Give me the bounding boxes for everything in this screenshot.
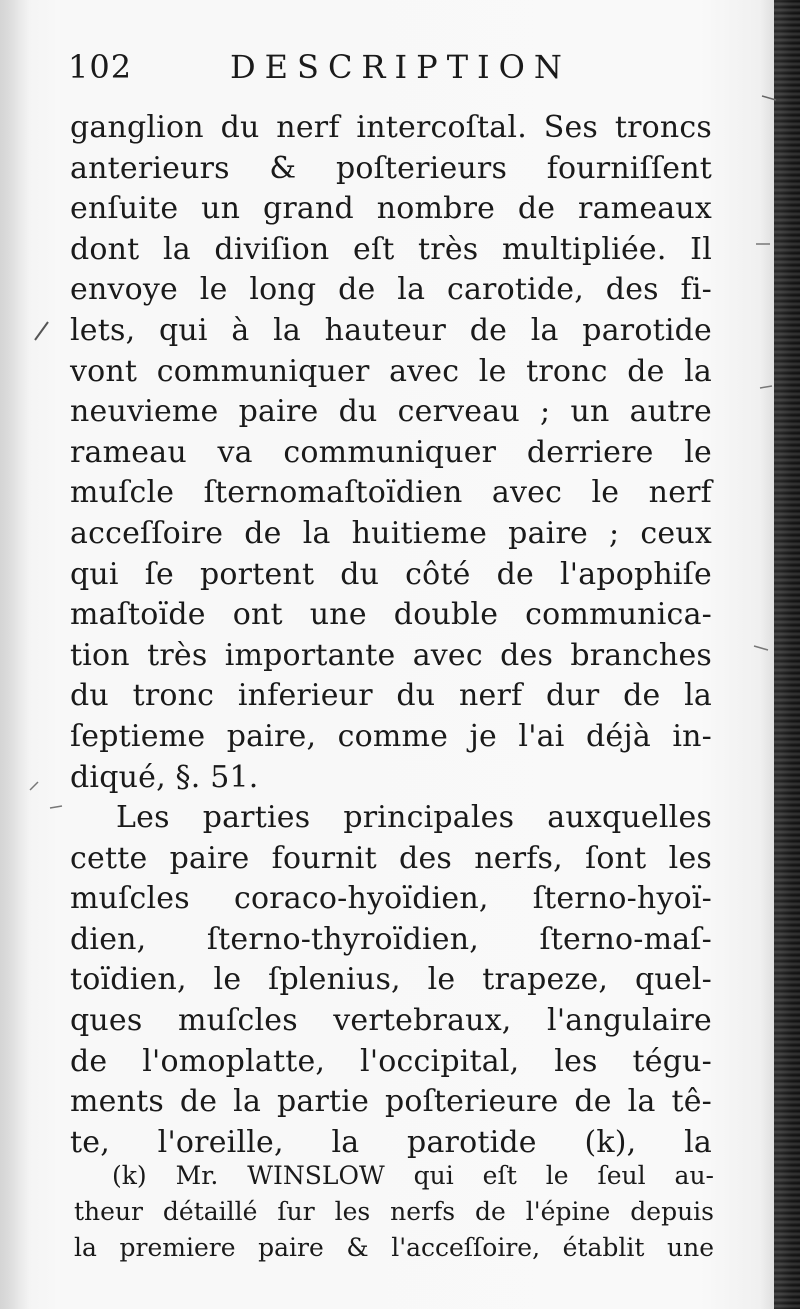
text-line: vont communiquer avec le tronc de la xyxy=(70,353,712,389)
body-text xyxy=(70,108,712,1163)
text-line: muſcles coraco-hyoïdien, ſterno-hyoï- xyxy=(70,881,712,917)
text-line: ſeptieme paire, comme je l'ai déjà in- xyxy=(70,718,712,754)
stray-mark xyxy=(30,782,38,790)
stray-mark xyxy=(50,806,62,808)
text-line: te, l'oreille, la parotide (k), la xyxy=(70,1124,712,1160)
running-head: DESCRIPTION xyxy=(230,48,571,86)
text-line: envoye le long de la carotide, des fi- xyxy=(70,272,712,308)
page-gutter-shadow xyxy=(0,0,30,1309)
stray-mark xyxy=(754,646,768,650)
text-line: ments de la partie poſterieure de la tê- xyxy=(70,1084,712,1120)
text-line: de l'omoplatte, l'occipital, les tégu- xyxy=(70,1043,712,1079)
text-line: ganglion du nerf intercoſtal. Ses troncs xyxy=(70,110,712,145)
text-line: enſuite un grand nombre de rameaux xyxy=(70,191,712,227)
footnote-line: la premiere paire & l'acceſſoire, établit une xyxy=(74,1233,714,1262)
page-edge-dark xyxy=(774,0,800,1309)
text-line: du tronc inferieur du nerf dur de la xyxy=(70,678,712,714)
text-line: acceſſoire de la huitieme paire ; ceux xyxy=(70,515,712,551)
text-line-paragraph-start: Les parties principales auxquelles xyxy=(116,800,712,836)
text-line: toïdien, le ſplenius, le trapeze, quel- xyxy=(70,962,712,998)
text-line: neuvieme paire du cerveau ; un autre xyxy=(70,394,712,430)
stray-mark xyxy=(35,322,48,340)
stray-mark xyxy=(760,386,772,388)
text-line: lets, qui à la hauteur de la parotide xyxy=(70,312,712,348)
text-line: anterieurs & poſterieurs fourniſſent xyxy=(70,150,712,186)
page-header xyxy=(68,48,708,98)
text-line: cette paire fournit des nerfs, ſont les xyxy=(70,840,712,876)
footnote xyxy=(74,1158,714,1266)
page-number: 102 xyxy=(68,48,133,86)
text-line: tion très importante avec des branches xyxy=(70,637,712,673)
text-line: rameau va communiquer derriere le xyxy=(70,434,712,470)
text-line: maſtoïde ont une double communica- xyxy=(70,597,712,633)
text-line: dont la diviſion eſt très multipliée. Il xyxy=(70,231,712,267)
text-line: dien, ſterno-thyroïdien, ſterno-maſ- xyxy=(70,921,712,957)
text-line: qui ſe portent du côté de l'apophiſe xyxy=(70,556,712,592)
footnote-line: theur détaillé ſur les nerfs de l'épine depuis xyxy=(74,1197,714,1226)
text-line: muſcle ſternomaſtoïdien avec le nerf xyxy=(70,475,712,511)
text-line: ques muſcles vertebraux, l'angulaire xyxy=(70,1003,712,1039)
footnote-line: (k) Mr. WINSLOW qui eſt le ſeul au- xyxy=(112,1161,714,1190)
text-line-paragraph-end: diqué, §. 51. xyxy=(70,759,259,795)
